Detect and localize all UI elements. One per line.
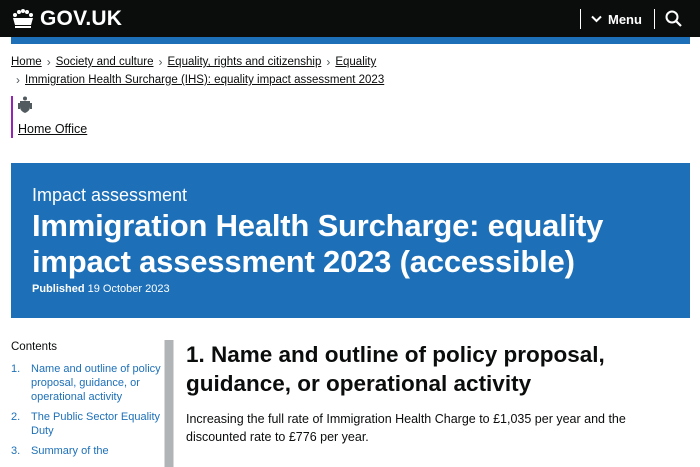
govuk-logo-link[interactable]: [11, 8, 122, 30]
contents-sidebar: [11, 340, 161, 464]
header-divider: [580, 9, 581, 29]
breadcrumb-society-and-culture[interactable]: Society and culture: [55, 56, 154, 68]
toc-item[interactable]: [11, 362, 161, 404]
toc-number: 3.: [11, 445, 21, 457]
organisation-logo: [11, 96, 87, 138]
search-button[interactable]: [664, 9, 684, 29]
header-accent-bar: [11, 37, 690, 44]
toc-link[interactable]: The Public Sector Equality Duty: [31, 411, 161, 437]
toc-link[interactable]: Name and outline of policy proposal, guidance, or operational activity: [31, 363, 161, 403]
document-type: Impact assessment: [32, 185, 188, 205]
breadcrumb-equality-rights-citizenship[interactable]: Equality, rights and citizenship: [167, 56, 322, 68]
section-paragraph: Increasing the full rate of Immigration Health Charge to £1,035 per year and the discounted rate to £776 per year.: [186, 412, 626, 444]
breadcrumb-current-page[interactable]: Immigration Health Surcharge (IHS): equality impact assessment 2023: [25, 74, 385, 86]
brand-text: GOV.UK: [40, 7, 123, 30]
chevron-right-icon: ›: [46, 55, 51, 69]
breadcrumb-equality[interactable]: Equality: [335, 56, 377, 68]
breadcrumb: [11, 54, 691, 89]
search-icon: [664, 9, 684, 29]
header-divider: [654, 9, 655, 29]
crown-icon: [11, 9, 35, 29]
site-header: [0, 0, 700, 37]
royal-coat-of-arms-icon: [18, 96, 32, 114]
toc-number: 1.: [11, 363, 21, 375]
section-heading: 1. Name and outline of policy proposal, guidance, or operational activity: [186, 342, 605, 396]
toc-item[interactable]: [11, 444, 161, 458]
chevron-down-icon: [591, 15, 602, 23]
published-label: Published: [32, 283, 85, 295]
sidebar-scrollbar[interactable]: [164, 340, 174, 467]
chevron-right-icon: ›: [158, 55, 163, 69]
toc-number: 2.: [11, 411, 21, 423]
breadcrumb-home[interactable]: Home: [11, 56, 42, 68]
menu-label: Menu: [608, 11, 642, 27]
scrollbar-thumb[interactable]: [165, 340, 173, 467]
published-date-value: 19 October 2023: [87, 283, 170, 295]
chevron-right-icon: ›: [326, 55, 331, 69]
published-date: [32, 282, 170, 296]
chevron-right-icon: ›: [16, 73, 20, 87]
page-title: Immigration Health Surcharge: equality impact assessment 2023 (accessible): [32, 208, 604, 279]
organisation-link[interactable]: Home Office: [18, 122, 88, 136]
toc-item[interactable]: [11, 410, 161, 438]
toc-link[interactable]: Summary of the: [31, 445, 109, 457]
contents-heading: Contents: [11, 341, 58, 353]
page-title-banner: [11, 163, 690, 318]
menu-button[interactable]: [591, 9, 642, 29]
